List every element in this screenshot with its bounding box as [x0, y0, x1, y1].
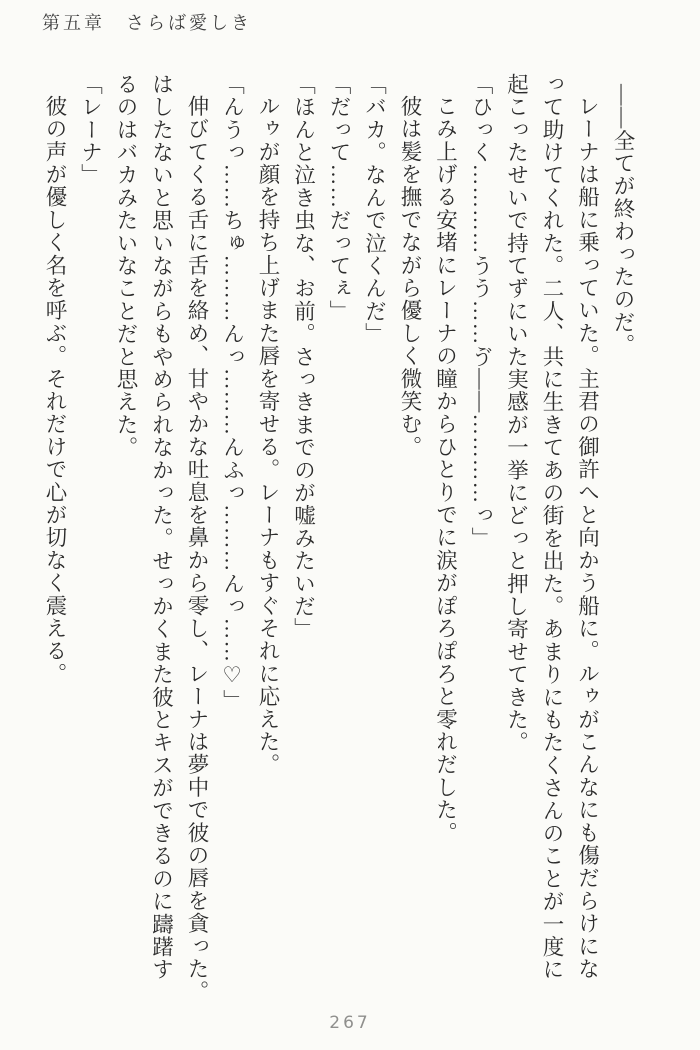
- body-text: [37, 73, 641, 1013]
- text-column: って助けてくれた。二人、共に生きてあの街を出た。あまりにもたくさんのことが一度に: [540, 73, 564, 981]
- text-column: ——全てが終わったのだ。: [611, 83, 635, 357]
- text-column: 伸びてくる舌に舌を絡め、甘やかな吐息を鼻から零し、レーナは夢中で彼の唇を貪った。: [185, 94, 209, 1003]
- text-column: 起こったせいで持てずにいた実感が一挙にどっと押し寄せてきた。: [504, 73, 529, 754]
- text-column: るのはバカみたいなことだと思えた。: [114, 73, 138, 459]
- text-column: レーナは船に乗っていた。主君の御許へと向かう船に。ルゥがこんなにも傷だらけにな: [575, 94, 600, 980]
- text-column: 「バカ。なんで泣くんだ」: [362, 73, 387, 346]
- text-column: 「ほんと泣き虫な、お前。さっきまでのが嘘みたいだ」: [291, 73, 316, 641]
- text-column: ルゥが顔を持ち上げまた唇を寄せる。レーナもすぐそれに応えた。: [256, 94, 280, 776]
- text-column: 彼は髪を撫でながら優しく微笑む。: [398, 94, 422, 458]
- text-column: 「んうっ……ちゅ………んっ………んふっ………んっ……♡」: [220, 73, 245, 713]
- text-column: 「だって……だってぇ」: [327, 73, 351, 323]
- text-column: 「ひっく…………うう……ゔ——…………っ」: [469, 73, 493, 550]
- text-column: はしたないと思いながらもやめられなかった。せっかくまた彼とキスができるのに躊躇す: [149, 73, 174, 981]
- chapter-header: 第五章 さらば愛しき: [42, 13, 252, 33]
- text-column: 彼の声が優しく名を呼ぶ。それだけで心が切なく震える。: [43, 94, 67, 685]
- page-number: 267: [329, 1013, 371, 1033]
- text-column: こみ上げる安堵にレーナの瞳からひとりでに涙がぽろぽろと零れだした。: [433, 94, 458, 844]
- text-column: 「レーナ」: [78, 73, 103, 187]
